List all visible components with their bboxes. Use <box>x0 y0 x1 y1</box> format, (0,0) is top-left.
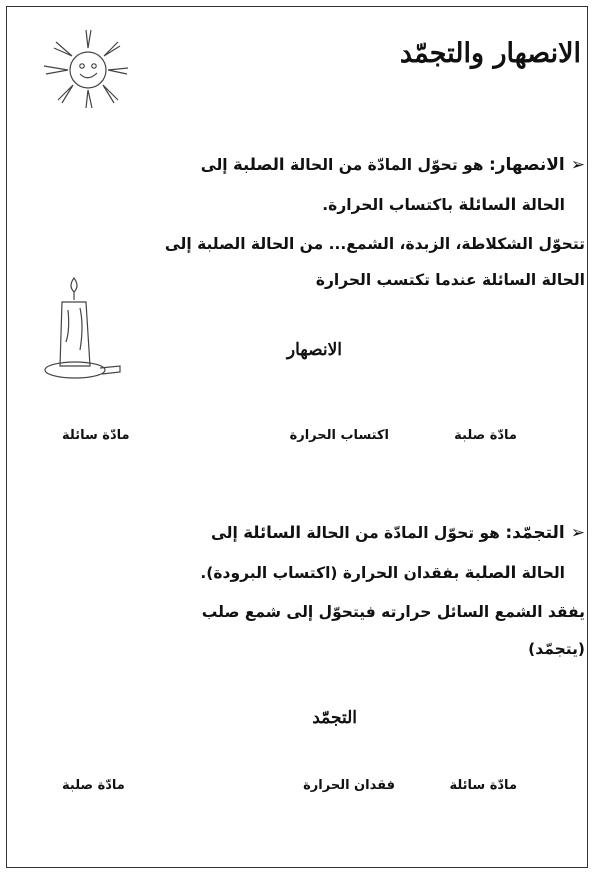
freezing-heading: التجمّد <box>312 708 357 728</box>
freezing-definition-line2: الحالة الصلبة بفقدان الحرارة (اكتساب البرودة). <box>200 563 565 582</box>
melting-diagram-middle: اكتساب الحرارة <box>289 428 389 443</box>
melting-definition-line2: الحالة السائلة باكتساب الحرارة. <box>322 195 565 214</box>
candle-icon <box>40 270 130 390</box>
freezing-term: التجمّد: <box>505 523 565 543</box>
freezing-example-line1: يفقد الشمع السائل حرارته فيتحوّل إلى شمع صلب <box>201 603 585 621</box>
freezing-diagram-middle: فقدان الحرارة <box>303 778 395 793</box>
melting-diagram-right: مادّة صلبة <box>454 428 517 443</box>
freezing-definition-line1: ➢التجمّد: هو تحوّل المادّة من الحالة السائلة إلى <box>210 523 585 543</box>
melting-term: الانصهار: <box>488 155 565 175</box>
freezing-example-line2: (يتجمّد) <box>528 640 585 658</box>
melting-example-line1: تتحوّل الشكلاطة، الزبدة، الشمع... من الحالة الصلبة إلى <box>164 235 585 253</box>
arrowhead-bullet-icon: ➢ <box>570 523 585 543</box>
smiling-sun-icon <box>28 8 128 108</box>
page-title: الانصهار والتجمّد <box>399 38 581 69</box>
melting-example-line2: الحالة السائلة عندما تكتسب الحرارة <box>315 271 585 289</box>
freezing-diagram-left: مادّة صلبة <box>62 778 125 793</box>
arrowhead-bullet-icon: ➢ <box>570 155 585 175</box>
melting-diagram-left: مادّة سائلة <box>62 428 130 443</box>
melting-heading: الانصهار <box>286 340 342 360</box>
freezing-diagram-right: مادّة سائلة <box>449 778 517 793</box>
melting-definition-line1: ➢الانصهار: هو تحوّل المادّة من الحالة الصلبة إلى <box>200 155 585 175</box>
